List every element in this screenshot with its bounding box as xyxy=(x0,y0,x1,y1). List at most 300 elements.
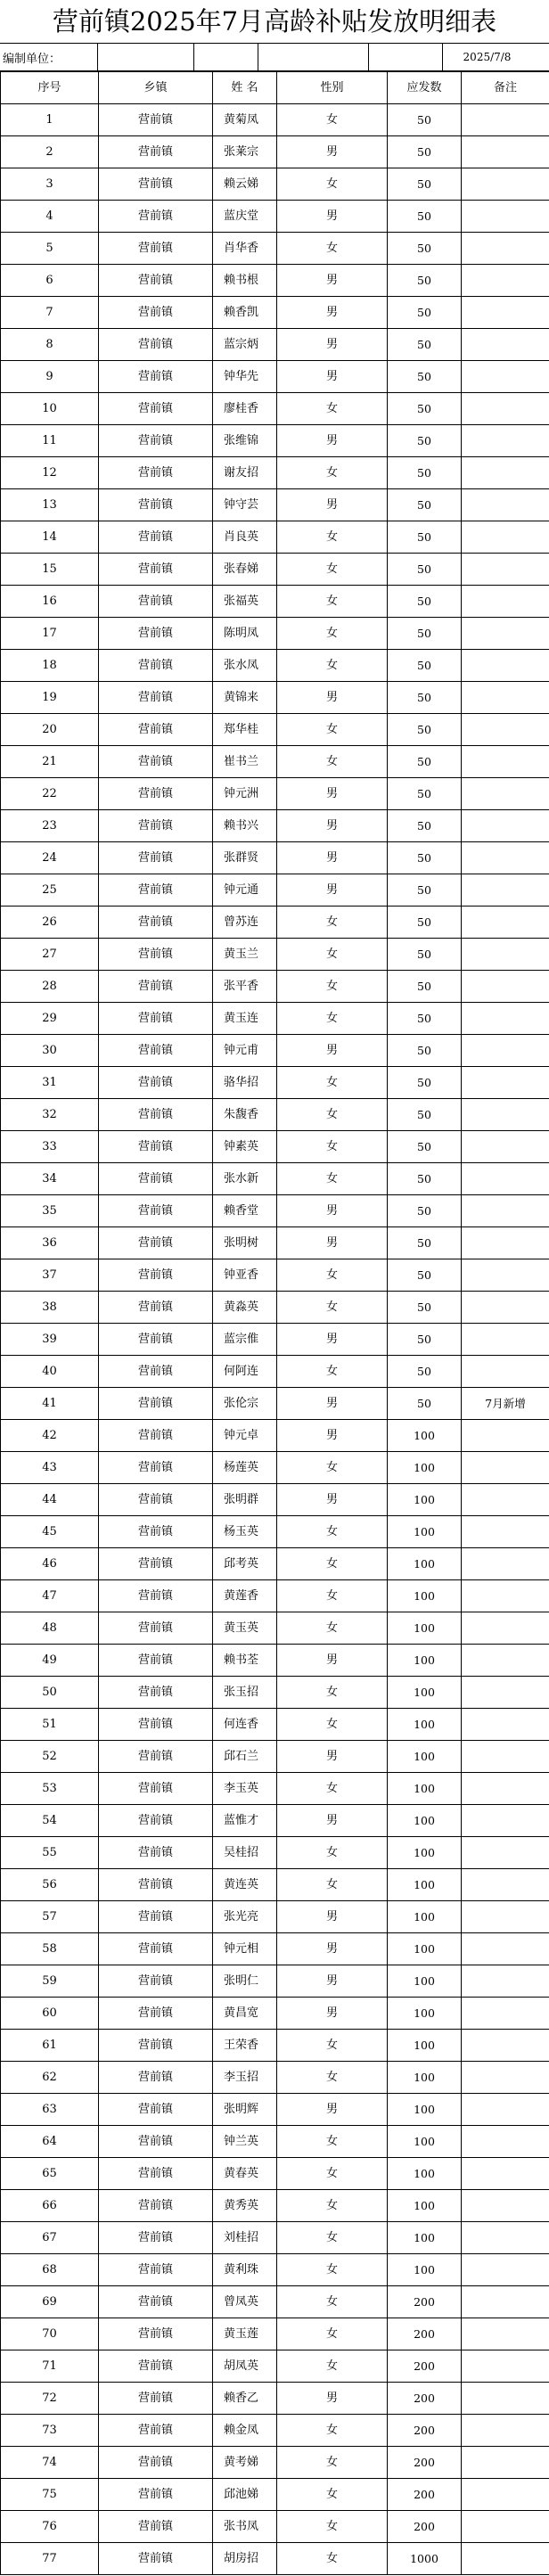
amount-cell: 50 xyxy=(388,168,462,201)
town-cell: 营前镇 xyxy=(99,265,213,297)
row-index-cell: 49 xyxy=(1,1645,99,1677)
amount-cell: 50 xyxy=(388,746,462,778)
table-row xyxy=(1,939,549,971)
row-index-cell: 40 xyxy=(1,1356,99,1388)
town-cell: 营前镇 xyxy=(99,874,213,907)
table-row xyxy=(1,1163,549,1195)
amount-cell: 50 xyxy=(388,329,462,361)
gender-cell: 女 xyxy=(277,2479,388,2511)
amount-cell: 50 xyxy=(388,393,462,425)
town-cell: 营前镇 xyxy=(99,1292,213,1324)
remark-cell xyxy=(462,361,549,393)
name-cell: 钟素英 xyxy=(213,1131,277,1163)
amount-cell: 100 xyxy=(388,1837,462,1869)
header-gender: 性别 xyxy=(277,72,388,104)
row-index-cell: 11 xyxy=(1,425,99,457)
table-row xyxy=(1,2479,549,2511)
remark-cell xyxy=(462,810,549,842)
amount-cell: 50 xyxy=(388,682,462,714)
name-cell: 蓝宗炳 xyxy=(213,329,277,361)
gender-cell: 女 xyxy=(277,233,388,265)
name-cell: 黄利珠 xyxy=(213,2254,277,2286)
gender-cell: 女 xyxy=(277,1067,388,1099)
name-cell: 曾凤英 xyxy=(213,2286,277,2318)
town-cell: 营前镇 xyxy=(99,393,213,425)
amount-cell: 100 xyxy=(388,1773,462,1805)
row-index-cell: 19 xyxy=(1,682,99,714)
name-cell: 赖云娣 xyxy=(213,168,277,201)
town-cell: 营前镇 xyxy=(99,1773,213,1805)
remark-cell xyxy=(462,618,549,650)
gender-cell: 男 xyxy=(277,874,388,907)
name-cell: 张福英 xyxy=(213,586,277,618)
table-row xyxy=(1,1741,549,1773)
remark-cell xyxy=(462,2447,549,2479)
town-cell: 营前镇 xyxy=(99,2126,213,2158)
gender-cell: 女 xyxy=(277,1131,388,1163)
row-index-cell: 6 xyxy=(1,265,99,297)
gender-cell: 男 xyxy=(277,778,388,810)
amount-cell: 200 xyxy=(388,2350,462,2383)
row-index-cell: 65 xyxy=(1,2158,99,2190)
amount-cell: 200 xyxy=(388,2415,462,2447)
row-index-cell: 36 xyxy=(1,1227,99,1259)
row-index-cell: 47 xyxy=(1,1580,99,1612)
table-row xyxy=(1,1645,549,1677)
name-cell: 钟元甫 xyxy=(213,1035,277,1067)
row-index-cell: 45 xyxy=(1,1516,99,1548)
gender-cell: 男 xyxy=(277,810,388,842)
remark-cell xyxy=(462,1259,549,1292)
gender-cell: 女 xyxy=(277,618,388,650)
gender-cell: 女 xyxy=(277,2062,388,2094)
header-amount: 应发数 xyxy=(388,72,462,104)
table-row xyxy=(1,842,549,874)
name-cell: 张维锦 xyxy=(213,425,277,457)
name-cell: 钟元通 xyxy=(213,874,277,907)
gender-cell: 女 xyxy=(277,586,388,618)
row-index-cell: 16 xyxy=(1,586,99,618)
remark-cell xyxy=(462,1195,549,1227)
gender-cell: 女 xyxy=(277,746,388,778)
row-index-cell: 4 xyxy=(1,201,99,233)
table-row xyxy=(1,489,549,521)
remark-cell xyxy=(462,201,549,233)
name-cell: 肖良英 xyxy=(213,521,277,554)
table-row xyxy=(1,1548,549,1580)
remark-cell xyxy=(462,586,549,618)
table-row xyxy=(1,778,549,810)
town-cell: 营前镇 xyxy=(99,1645,213,1677)
table-row xyxy=(1,1709,549,1741)
name-cell: 张水新 xyxy=(213,1163,277,1195)
amount-cell: 100 xyxy=(388,1677,462,1709)
table-row xyxy=(1,136,549,168)
name-cell: 赖香乙 xyxy=(213,2383,277,2415)
gender-cell: 男 xyxy=(277,1195,388,1227)
amount-cell: 50 xyxy=(388,714,462,746)
town-cell: 营前镇 xyxy=(99,136,213,168)
name-cell: 张伦宗 xyxy=(213,1388,277,1420)
gender-cell: 女 xyxy=(277,393,388,425)
table-row xyxy=(1,554,549,586)
name-cell: 邱池娣 xyxy=(213,2479,277,2511)
name-cell: 赖书荃 xyxy=(213,1645,277,1677)
table-row xyxy=(1,1869,549,1901)
town-cell: 营前镇 xyxy=(99,2158,213,2190)
row-index-cell: 54 xyxy=(1,1805,99,1837)
table-row xyxy=(1,2158,549,2190)
town-cell: 营前镇 xyxy=(99,2447,213,2479)
town-cell: 营前镇 xyxy=(99,1580,213,1612)
name-cell: 郑华桂 xyxy=(213,714,277,746)
remark-cell xyxy=(462,2415,549,2447)
remark-cell xyxy=(462,297,549,329)
town-cell: 营前镇 xyxy=(99,2030,213,2062)
table-row xyxy=(1,2511,549,2543)
name-cell: 赖香凯 xyxy=(213,297,277,329)
table-row xyxy=(1,2254,549,2286)
amount-cell: 50 xyxy=(388,778,462,810)
table-row xyxy=(1,1420,549,1452)
row-index-cell: 33 xyxy=(1,1131,99,1163)
row-index-cell: 67 xyxy=(1,2222,99,2254)
name-cell: 张春娣 xyxy=(213,554,277,586)
row-index-cell: 31 xyxy=(1,1067,99,1099)
amount-cell: 50 xyxy=(388,1067,462,1099)
row-index-cell: 72 xyxy=(1,2383,99,2415)
remark-cell xyxy=(462,2254,549,2286)
remark-cell xyxy=(462,2383,549,2415)
table-row xyxy=(1,746,549,778)
remark-cell xyxy=(462,1965,549,1998)
row-index-cell: 59 xyxy=(1,1965,99,1998)
amount-cell: 50 xyxy=(388,425,462,457)
town-cell: 营前镇 xyxy=(99,297,213,329)
amount-cell: 50 xyxy=(388,1099,462,1131)
amount-cell: 50 xyxy=(388,650,462,682)
name-cell: 钟元洲 xyxy=(213,778,277,810)
amount-cell: 100 xyxy=(388,1645,462,1677)
remark-cell xyxy=(462,682,549,714)
amount-cell: 100 xyxy=(388,1998,462,2030)
gender-cell: 女 xyxy=(277,907,388,939)
remark-cell xyxy=(462,1227,549,1259)
town-cell: 营前镇 xyxy=(99,104,213,136)
remark-cell xyxy=(462,1163,549,1195)
amount-cell: 50 xyxy=(388,361,462,393)
amount-cell: 50 xyxy=(388,586,462,618)
town-cell: 营前镇 xyxy=(99,1998,213,2030)
row-index-cell: 29 xyxy=(1,1003,99,1035)
remark-cell xyxy=(462,457,549,489)
table-row xyxy=(1,265,549,297)
row-index-cell: 23 xyxy=(1,810,99,842)
town-cell: 营前镇 xyxy=(99,618,213,650)
name-cell: 赖书兴 xyxy=(213,810,277,842)
name-cell: 吴桂招 xyxy=(213,1837,277,1869)
remark-cell xyxy=(462,2030,549,2062)
gender-cell: 男 xyxy=(277,1484,388,1516)
name-cell: 黄秀英 xyxy=(213,2190,277,2222)
row-index-cell: 5 xyxy=(1,233,99,265)
gender-cell: 女 xyxy=(277,1292,388,1324)
table-row xyxy=(1,425,549,457)
table-row xyxy=(1,233,549,265)
row-index-cell: 37 xyxy=(1,1259,99,1292)
table-row xyxy=(1,1901,549,1933)
table-row xyxy=(1,650,549,682)
town-cell: 营前镇 xyxy=(99,329,213,361)
name-cell: 肖华香 xyxy=(213,233,277,265)
town-cell: 营前镇 xyxy=(99,2415,213,2447)
gender-cell: 女 xyxy=(277,2447,388,2479)
table-row xyxy=(1,1259,549,1292)
table-row xyxy=(1,1035,549,1067)
table-row xyxy=(1,874,549,907)
amount-cell: 50 xyxy=(388,1003,462,1035)
table-row xyxy=(1,1998,549,2030)
name-cell: 黄菊凤 xyxy=(213,104,277,136)
gender-cell: 女 xyxy=(277,1356,388,1388)
amount-cell: 50 xyxy=(388,201,462,233)
name-cell: 骆华招 xyxy=(213,1067,277,1099)
town-cell: 营前镇 xyxy=(99,1003,213,1035)
row-index-cell: 61 xyxy=(1,2030,99,2062)
meta-row xyxy=(0,43,549,71)
name-cell: 黄锦来 xyxy=(213,682,277,714)
name-cell: 钟兰英 xyxy=(213,2126,277,2158)
name-cell: 钟元卓 xyxy=(213,1420,277,1452)
row-index-cell: 43 xyxy=(1,1452,99,1484)
gender-cell: 女 xyxy=(277,1452,388,1484)
gender-cell: 女 xyxy=(277,2543,388,2575)
town-cell: 营前镇 xyxy=(99,1195,213,1227)
name-cell: 赖香堂 xyxy=(213,1195,277,1227)
remark-cell xyxy=(462,329,549,361)
amount-cell: 100 xyxy=(388,2126,462,2158)
town-cell: 营前镇 xyxy=(99,2062,213,2094)
amount-cell: 50 xyxy=(388,842,462,874)
name-cell: 杨莲英 xyxy=(213,1452,277,1484)
gender-cell: 男 xyxy=(277,1388,388,1420)
amount-cell: 100 xyxy=(388,2158,462,2190)
amount-cell: 100 xyxy=(388,2254,462,2286)
table-row xyxy=(1,2447,549,2479)
name-cell: 黄玉英 xyxy=(213,1612,277,1645)
gender-cell: 女 xyxy=(277,2158,388,2190)
gender-cell: 女 xyxy=(277,2350,388,2383)
town-cell: 营前镇 xyxy=(99,233,213,265)
remark-cell xyxy=(462,489,549,521)
name-cell: 蓝惟才 xyxy=(213,1805,277,1837)
table-row xyxy=(1,1227,549,1259)
row-index-cell: 38 xyxy=(1,1292,99,1324)
gender-cell: 男 xyxy=(277,361,388,393)
town-cell: 营前镇 xyxy=(99,168,213,201)
town-cell: 营前镇 xyxy=(99,361,213,393)
row-index-cell: 53 xyxy=(1,1773,99,1805)
remark-cell xyxy=(462,1709,549,1741)
name-cell: 黄连英 xyxy=(213,1869,277,1901)
header-name: 姓 名 xyxy=(213,72,277,104)
name-cell: 张明辉 xyxy=(213,2094,277,2126)
remark-cell xyxy=(462,2190,549,2222)
table-row xyxy=(1,2030,549,2062)
town-cell: 营前镇 xyxy=(99,2479,213,2511)
table-row xyxy=(1,1612,549,1645)
remark-cell xyxy=(462,1612,549,1645)
amount-cell: 50 xyxy=(388,233,462,265)
row-index-cell: 73 xyxy=(1,2415,99,2447)
remark-cell xyxy=(462,1805,549,1837)
name-cell: 胡房招 xyxy=(213,2543,277,2575)
town-cell: 营前镇 xyxy=(99,1163,213,1195)
row-index-cell: 50 xyxy=(1,1677,99,1709)
table-row xyxy=(1,1324,549,1356)
remark-cell xyxy=(462,1292,549,1324)
remark-cell xyxy=(462,521,549,554)
remark-cell xyxy=(462,554,549,586)
table-row xyxy=(1,2222,549,2254)
remark-cell xyxy=(462,1484,549,1516)
name-cell: 钟亚香 xyxy=(213,1259,277,1292)
amount-cell: 100 xyxy=(388,1452,462,1484)
row-index-cell: 41 xyxy=(1,1388,99,1420)
name-cell: 赖书根 xyxy=(213,265,277,297)
name-cell: 蓝庆堂 xyxy=(213,201,277,233)
gender-cell: 男 xyxy=(277,842,388,874)
remark-cell xyxy=(462,1837,549,1869)
remark-cell xyxy=(462,136,549,168)
town-cell: 营前镇 xyxy=(99,842,213,874)
gender-cell: 男 xyxy=(277,1227,388,1259)
remark-cell xyxy=(462,168,549,201)
remark-cell xyxy=(462,778,549,810)
table-row xyxy=(1,201,549,233)
row-index-cell: 60 xyxy=(1,1998,99,2030)
town-cell: 营前镇 xyxy=(99,2254,213,2286)
gender-cell: 女 xyxy=(277,650,388,682)
remark-cell xyxy=(462,1548,549,1580)
amount-cell: 50 xyxy=(388,104,462,136)
amount-cell: 100 xyxy=(388,1484,462,1516)
name-cell: 张书凤 xyxy=(213,2511,277,2543)
gender-cell: 女 xyxy=(277,168,388,201)
town-cell: 营前镇 xyxy=(99,521,213,554)
name-cell: 王荣香 xyxy=(213,2030,277,2062)
gender-cell: 男 xyxy=(277,2094,388,2126)
table-row xyxy=(1,393,549,425)
table-row xyxy=(1,618,549,650)
town-cell: 营前镇 xyxy=(99,939,213,971)
town-cell: 营前镇 xyxy=(99,1901,213,1933)
gender-cell: 女 xyxy=(277,1163,388,1195)
remark-cell xyxy=(462,1324,549,1356)
gender-cell: 女 xyxy=(277,714,388,746)
amount-cell: 100 xyxy=(388,1741,462,1773)
remark-cell xyxy=(462,939,549,971)
subsidy-table xyxy=(0,71,549,2575)
town-cell: 营前镇 xyxy=(99,1516,213,1548)
gender-cell: 女 xyxy=(277,521,388,554)
town-cell: 营前镇 xyxy=(99,1356,213,1388)
row-index-cell: 22 xyxy=(1,778,99,810)
name-cell: 黄昌宽 xyxy=(213,1998,277,2030)
name-cell: 陈明凤 xyxy=(213,618,277,650)
table-row xyxy=(1,2318,549,2350)
amount-cell: 100 xyxy=(388,2190,462,2222)
amount-cell: 50 xyxy=(388,1259,462,1292)
amount-cell: 50 xyxy=(388,1356,462,1388)
remark-cell xyxy=(462,2479,549,2511)
town-cell: 营前镇 xyxy=(99,2318,213,2350)
remark-cell xyxy=(462,2126,549,2158)
row-index-cell: 56 xyxy=(1,1869,99,1901)
remark-cell xyxy=(462,1516,549,1548)
remark-cell xyxy=(462,1452,549,1484)
amount-cell: 100 xyxy=(388,1805,462,1837)
remark-cell xyxy=(462,714,549,746)
table-row xyxy=(1,329,549,361)
gender-cell: 女 xyxy=(277,1869,388,1901)
name-cell: 邱考英 xyxy=(213,1548,277,1580)
row-index-cell: 66 xyxy=(1,2190,99,2222)
gender-cell: 女 xyxy=(277,1677,388,1709)
table-row xyxy=(1,1067,549,1099)
remark-cell xyxy=(462,2511,549,2543)
gender-cell: 男 xyxy=(277,1035,388,1067)
table-row xyxy=(1,1131,549,1163)
town-cell: 营前镇 xyxy=(99,778,213,810)
name-cell: 黄莲香 xyxy=(213,1580,277,1612)
remark-cell xyxy=(462,1067,549,1099)
town-cell: 营前镇 xyxy=(99,2190,213,2222)
town-cell: 营前镇 xyxy=(99,2543,213,2575)
gender-cell: 女 xyxy=(277,1709,388,1741)
name-cell: 黄考娣 xyxy=(213,2447,277,2479)
header-remark: 备注 xyxy=(462,72,549,104)
row-index-cell: 21 xyxy=(1,746,99,778)
gender-cell: 男 xyxy=(277,1645,388,1677)
town-cell: 营前镇 xyxy=(99,425,213,457)
table-row xyxy=(1,2383,549,2415)
town-cell: 营前镇 xyxy=(99,1035,213,1067)
gender-cell: 女 xyxy=(277,1516,388,1548)
remark-cell xyxy=(462,265,549,297)
town-cell: 营前镇 xyxy=(99,714,213,746)
gender-cell: 女 xyxy=(277,2415,388,2447)
row-index-cell: 71 xyxy=(1,2350,99,2383)
table-row xyxy=(1,907,549,939)
remark-cell xyxy=(462,1035,549,1067)
amount-cell: 100 xyxy=(388,1965,462,1998)
gender-cell: 女 xyxy=(277,2511,388,2543)
row-index-cell: 68 xyxy=(1,2254,99,2286)
gender-cell: 男 xyxy=(277,1965,388,1998)
remark-cell xyxy=(462,874,549,907)
table-row xyxy=(1,1452,549,1484)
name-cell: 廖桂香 xyxy=(213,393,277,425)
town-cell: 营前镇 xyxy=(99,1099,213,1131)
name-cell: 邱石兰 xyxy=(213,1741,277,1773)
remark-cell xyxy=(462,746,549,778)
name-cell: 钟元相 xyxy=(213,1933,277,1965)
row-index-cell: 48 xyxy=(1,1612,99,1645)
gender-cell: 男 xyxy=(277,1805,388,1837)
town-cell: 营前镇 xyxy=(99,1259,213,1292)
town-cell: 营前镇 xyxy=(99,1709,213,1741)
